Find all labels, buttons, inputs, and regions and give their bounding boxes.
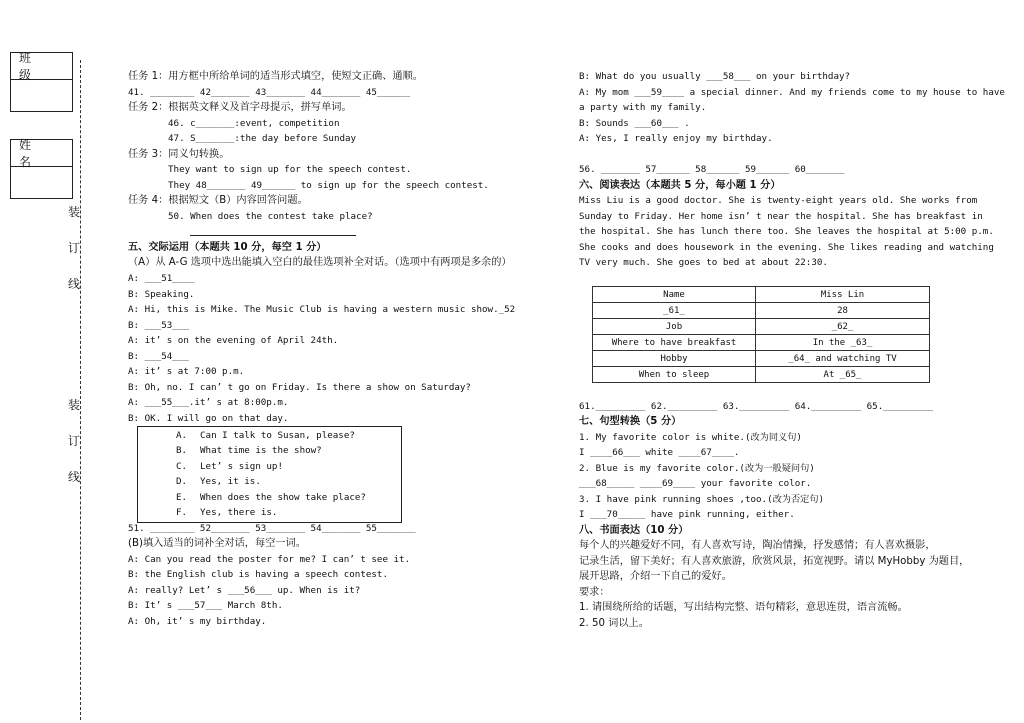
question-47[interactable]: 47. S_______:the day before Sunday — [168, 133, 357, 144]
dialog-b-line: B: the English club is having a speech contest. — [128, 569, 388, 580]
blanks-56-60[interactable]: 56. _______ 57______ 58______ 59______ 60_______ — [579, 164, 845, 175]
dialog-a-line: B: Oh, no. I can’ t go on Friday. Is there a show on Saturday? — [128, 382, 471, 393]
table-cell[interactable]: _64_ and watching TV — [756, 351, 930, 367]
option-item — [176, 476, 261, 487]
passage-line: the hospital. She has lunch there too. She leaves the hospital at 5:00 p.m. — [579, 226, 994, 237]
passage-line: Sunday to Friday. Her home isn’ t near the hospital. She has breakfast in — [579, 211, 983, 222]
dialog-a-line: A: it’ s at 7:00 p.m. — [128, 366, 245, 377]
question-46[interactable]: 46. c_______:event, competition — [168, 118, 340, 129]
seal-char: 订 — [68, 434, 81, 448]
sentence-transform-line: 3. I have pink running shoes ,too.(改为否定句) — [579, 494, 825, 505]
table-cell[interactable]: _61_ — [593, 303, 756, 319]
dialog-a-line: A: it’ s on the evening of April 24th. — [128, 335, 339, 346]
table-cell: Job — [593, 319, 756, 335]
dialog-a-line[interactable]: A: ___55___.it’ s at 8:00p.m. — [128, 397, 289, 408]
binding-dashed-line — [80, 60, 81, 720]
seal-char: 装 — [68, 398, 81, 412]
option-key: C. — [176, 461, 188, 472]
writing-task-line: 要求： — [579, 587, 610, 598]
option-item — [176, 492, 366, 503]
reading-info-table — [592, 286, 930, 383]
section-6-title: 六、阅读表达（本题共 5 分，每小题 1 分） — [579, 180, 781, 191]
option-text: Yes, there is. — [200, 507, 278, 518]
seal-char: 订 — [68, 241, 81, 255]
table-cell: Hobby — [593, 351, 756, 367]
table-row — [593, 335, 930, 351]
section-5-title: 五、交际运用（本题共 10 分，每空 1 分） — [128, 242, 327, 253]
table-cell[interactable]: _62_ — [756, 319, 930, 335]
writing-task-line: 展开思路，介绍一下自己的爱好。 — [579, 571, 732, 582]
table-row — [593, 367, 930, 383]
option-key: E. — [176, 492, 188, 503]
table-row — [593, 303, 930, 319]
table-row — [593, 287, 930, 303]
dialog-b-line: A: Can you read the poster for me? I can’ t see it. — [128, 554, 411, 565]
section-8-title: 八、书面表达（10 分） — [579, 525, 689, 536]
seal-char: 线 — [68, 470, 81, 484]
option-item — [176, 507, 277, 518]
passage-line: Miss Liu is a good doctor. She is twenty-eight years old. She works from — [579, 195, 978, 206]
dialog-c-line: a party with my family. — [579, 102, 707, 113]
task3-instruction: 任务 3：同义句转换。 — [128, 149, 230, 160]
dialog-a-line[interactable]: A: Hi, this is Mike. The Music Club is having a western music show._52 — [128, 304, 516, 315]
dialog-a-line: B: Speaking. — [128, 289, 195, 300]
table-cell: Name — [593, 287, 756, 303]
writing-task-line: 2. 50 词以上。 — [579, 618, 649, 629]
dialog-c-line[interactable]: B: What do you usually ___58___ on your birthday? — [579, 71, 851, 82]
dialog-c-line[interactable]: A: My mom ___59____ a special dinner. And my friends come to my house to have — [579, 87, 1005, 98]
option-key: F. — [176, 507, 188, 518]
dialog-a-line: B: OK. I will go on that day. — [128, 413, 289, 424]
table-cell[interactable]: At _65_ — [756, 367, 930, 383]
option-text: Let’ s sign up! — [200, 461, 283, 472]
class-blank[interactable] — [11, 80, 72, 111]
task4-instruction: 任务 4：根据短文（B）内容回答问题。 — [128, 195, 308, 206]
option-item — [176, 461, 283, 472]
options-box — [137, 426, 402, 523]
seal-char: 装 — [68, 205, 81, 219]
option-key: A. — [176, 430, 188, 441]
section-5a-instruction: （A）从 A-G 选项中选出能填入空白的最佳选项补全对话。（选项中有两项是多余的） — [128, 257, 512, 268]
sentence-transform-line[interactable]: I ____66___ white ____67____. — [579, 447, 740, 458]
option-text: When does the show take place? — [200, 492, 366, 503]
dialog-a-line[interactable]: A: ___51____ — [128, 273, 195, 284]
table-cell: 28 — [756, 303, 930, 319]
name-label: 姓 名 — [11, 140, 72, 167]
writing-task-line: 每个人的兴趣爱好不同，有人喜欢写诗，陶冶情操，抒发感情；有人喜欢摄影， — [579, 540, 936, 551]
option-item — [176, 445, 322, 456]
option-text: What time is the show? — [200, 445, 322, 456]
class-label: 班 级 — [11, 53, 72, 80]
task3-sentence-2[interactable]: They 48_______ 49______ to sign up for the speech contest. — [168, 180, 489, 191]
table-cell: Where to have breakfast — [593, 335, 756, 351]
blanks-41-45[interactable]: 41. ________ 42_______ 43_______ 44_______ 45______ — [128, 87, 411, 98]
sentence-transform-line[interactable]: ___68_____ ____69____ your favorite color. — [579, 478, 812, 489]
table-cell[interactable]: In the _63_ — [756, 335, 930, 351]
dialog-c-line: A: Yes, I really enjoy my birthday. — [579, 133, 773, 144]
section-7-title: 七、句型转换（5 分） — [579, 416, 682, 427]
writing-task-line: 记录生活，留下美好；有人喜欢旅游，欣赏风景，拓宽视野。请以 MyHobby 为题目， — [579, 556, 970, 567]
task2-instruction: 任务 2：根据英文释义及首字母提示，拼写单词。 — [128, 102, 352, 113]
passage-line: TV very much. She goes to bed at about 22:30. — [579, 257, 828, 268]
dialog-b-line[interactable]: A: really? Let’ s ___56___ up. When is it? — [128, 585, 361, 596]
table-cell: When to sleep — [593, 367, 756, 383]
passage-line: She cooks and does housework in the evening. She likes reading and watching — [579, 242, 994, 253]
option-item — [176, 430, 355, 441]
table-cell: Miss Lin — [756, 287, 930, 303]
class-box — [10, 52, 73, 112]
option-text: Can I talk to Susan, please? — [200, 430, 355, 441]
option-key: B. — [176, 445, 188, 456]
writing-task-line: 1. 请围绕所给的话题，写出结构完整、语句精彩，意思连贯，语言流畅。 — [579, 602, 908, 613]
dialog-b-line[interactable]: B: It’ s ___57___ March 8th. — [128, 600, 283, 611]
option-text: Yes, it is. — [200, 476, 261, 487]
task3-sentence-1: They want to sign up for the speech contest. — [168, 164, 412, 175]
sentence-transform-line: 2. Blue is my favorite color.(改为一般疑问句) — [579, 463, 815, 474]
left-column — [128, 69, 548, 629]
blanks-61-65[interactable]: 61._________ 62._________ 63._________ 64._________ 65._________ — [579, 401, 934, 412]
table-row — [593, 319, 930, 335]
dialog-a-line[interactable]: B: ___54___ — [128, 351, 189, 362]
name-blank[interactable] — [11, 167, 72, 198]
blanks-51-55[interactable]: 51. ________ 52_______ 53_______ 54_______ 55_______ — [128, 523, 416, 534]
sentence-transform-line[interactable]: I ___70_____ have pink running, either. — [579, 509, 795, 520]
dialog-c-line[interactable]: B: Sounds ___60___ . — [579, 118, 690, 129]
task1-instruction: 任务 1：用方框中所给单词的适当形式填空，使短文正确、通顺。 — [128, 71, 423, 82]
dialog-a-line[interactable]: B: ___53___ — [128, 320, 189, 331]
question-50: 50. When does the contest take place? — [168, 211, 373, 222]
option-key: D. — [176, 476, 188, 487]
answer-line-50[interactable] — [190, 235, 356, 236]
name-box — [10, 139, 73, 199]
table-row — [593, 351, 930, 367]
dialog-b-line: A: Oh, it’ s my birthday. — [128, 616, 267, 627]
section-5b-instruction: (B)填入适当的词补全对话，每空一词。 — [128, 538, 306, 549]
sentence-transform-line: 1. My favorite color is white.(改为同义句) — [579, 432, 802, 443]
seal-char: 线 — [68, 277, 81, 291]
